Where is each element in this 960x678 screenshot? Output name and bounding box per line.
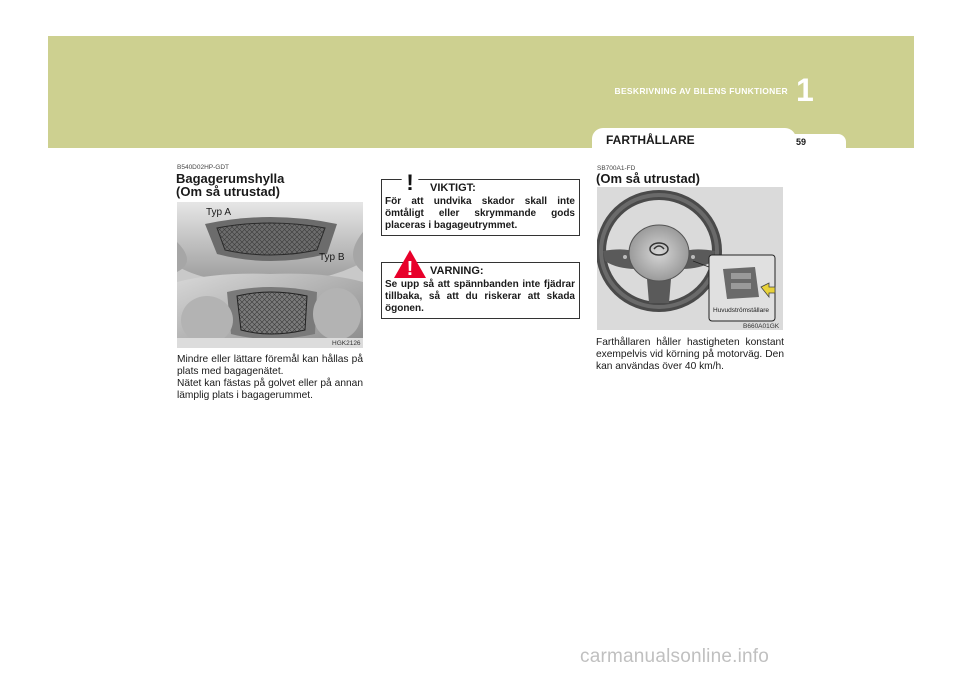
chapter-number: 1 — [796, 72, 814, 108]
notice-text: För att undvika skador skall inte ömtåligt eller skrymmande gods placeras i bagageutrymmet. — [385, 196, 575, 231]
watermark: carmanualsonline.info — [580, 646, 770, 667]
image-label-typ-a: Typ A — [206, 207, 232, 218]
trunk-net-illustration — [177, 202, 363, 348]
steering-wheel-image — [597, 187, 783, 330]
body-paragraph: Farthållaren håller hastigheten konstant exempelvis vid körning på motorväg. Den kan användas över 40 km/h. — [596, 337, 784, 372]
section-heading: Bagagerumshylla — [176, 171, 285, 186]
image-label-typ-b: Typ B — [319, 252, 345, 263]
page-title: FARTHÅLLARE — [606, 133, 695, 147]
section-code: SB700A1-FD — [597, 165, 636, 172]
notice-box-viktigt — [381, 170, 580, 236]
page-number-tab — [784, 134, 846, 150]
callout-label: Huvudströmställare — [713, 307, 769, 314]
section-label: BESKRIVNING AV BILENS FUNKTIONER — [614, 86, 788, 96]
svg-text:!: ! — [406, 170, 414, 195]
notice-box-varning — [381, 258, 580, 319]
body-paragraph-1: Mindre eller lättare föremål kan hållas på plats med bagagenätet. — [177, 354, 363, 377]
section-code: B540D02HP-GDT — [177, 164, 230, 171]
body-paragraph-2: Nätet kan fästas på golvet eller på annan lämplig plats i bagagerummet. — [177, 378, 363, 401]
section-subheading: (Om så utrustad) — [176, 184, 281, 199]
caution-icon — [393, 163, 427, 195]
warning-icon — [393, 249, 427, 279]
notice-title: VIKTIGT: — [430, 182, 476, 194]
svg-text:!: ! — [406, 258, 414, 279]
page-title-tab — [592, 128, 796, 150]
image-code: B660A01GK — [743, 323, 780, 330]
notice-text: Se upp så att spännbanden inte fjädrar tillbaka, så att du riskerar att skada ögonen. — [385, 279, 575, 314]
page-number: 59 — [796, 137, 807, 147]
notice-title: VARNING: — [430, 265, 484, 277]
trunk-net-image — [177, 202, 363, 348]
section-heading: (Om så utrustad) — [596, 171, 701, 186]
image-code: HGK2126 — [332, 340, 361, 347]
